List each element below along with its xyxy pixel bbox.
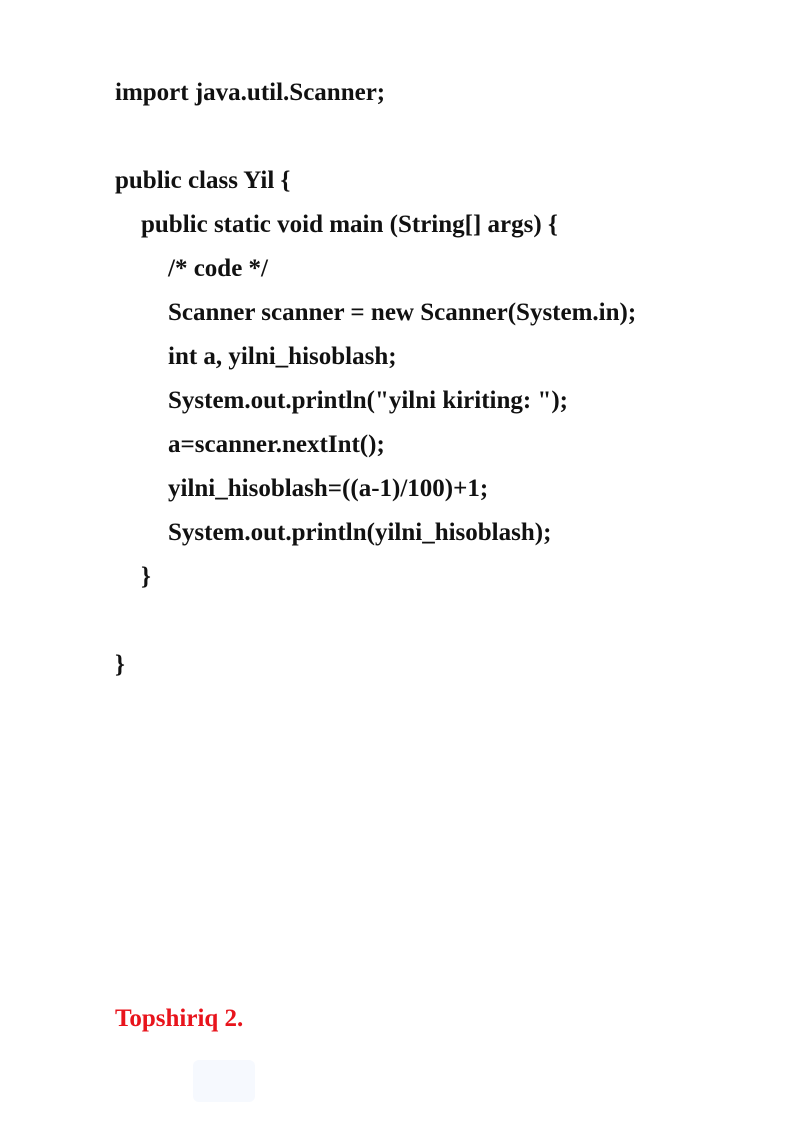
- code-line-main: public static void main (String[] args) {: [141, 211, 558, 238]
- code-line-prompt: System.out.println("yilni kiriting: ");: [168, 387, 568, 414]
- code-line-print: System.out.println(yilni_hisoblash);: [168, 519, 552, 546]
- code-line-calculation: yilni_hisoblash=((a-1)/100)+1;: [168, 475, 489, 502]
- code-line-close-main: }: [141, 563, 151, 590]
- code-line-read: a=scanner.nextInt();: [168, 431, 385, 458]
- code-line-comment: /* code */: [168, 255, 268, 282]
- code-line-close-class: }: [115, 651, 125, 678]
- faint-background-mark: [193, 1060, 255, 1102]
- code-line-scanner: Scanner scanner = new Scanner(System.in);: [168, 299, 637, 326]
- code-line-import: import java.util.Scanner;: [115, 79, 386, 106]
- code-line-declaration: int a, yilni_hisoblash;: [168, 343, 397, 370]
- code-line-class: public class Yil {: [115, 167, 291, 194]
- task-heading: Topshiriq 2.: [115, 1005, 244, 1032]
